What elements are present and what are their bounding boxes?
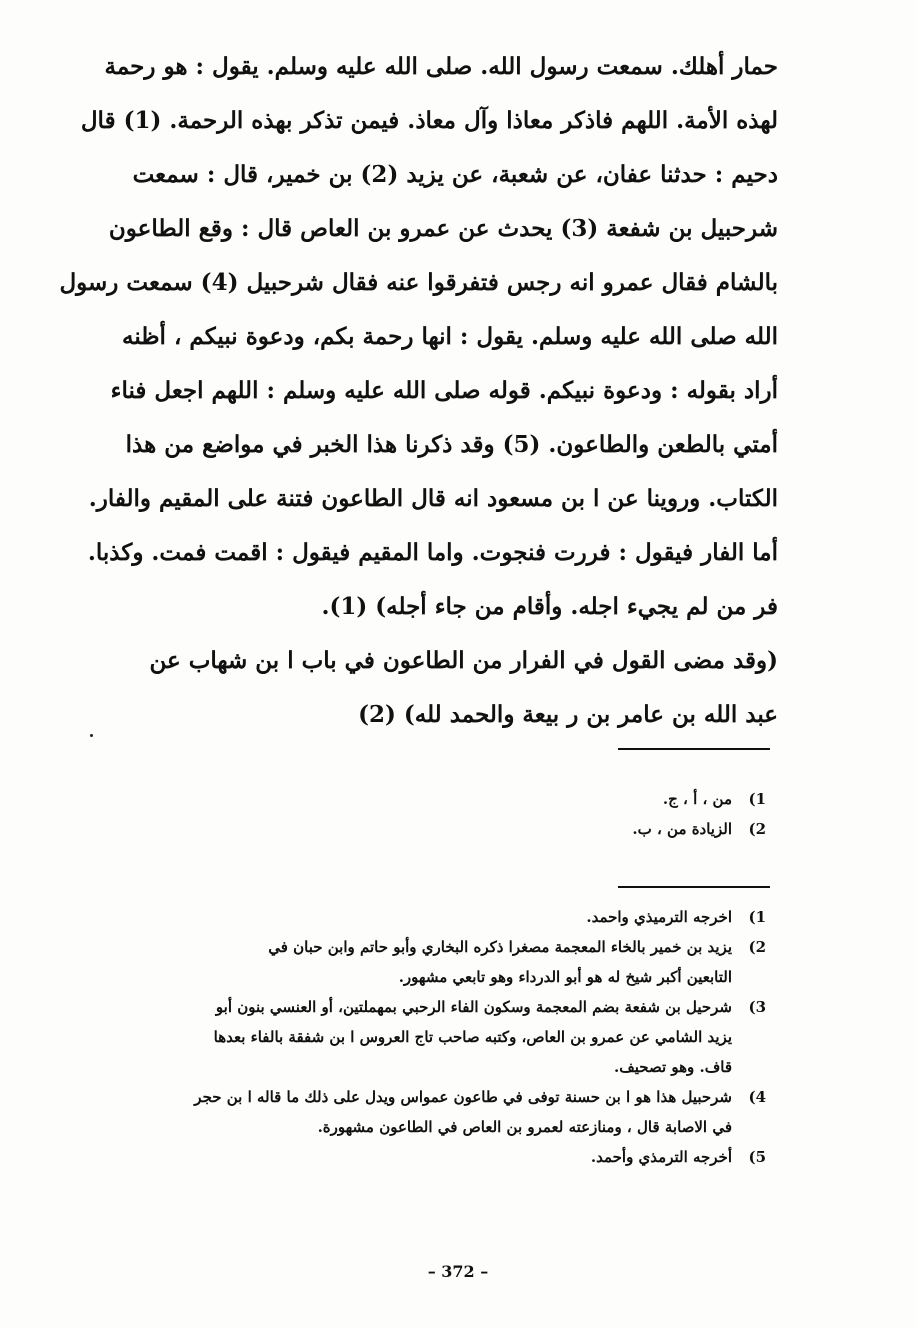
footnote-line: يزيد بن خمير بالخاء المعجمة مصغرا ذكره البخاري وأبو حاتم وابن حبان في xyxy=(268,938,732,956)
text-line: شرحبيل بن شفعة (3) يحدث عن عمرو بن العاص قال : وقع الطاعون xyxy=(108,215,778,242)
footnote-line: شرحبيل هذا هو ا بن حسنة توفى في طاعون عمواس ويدل على ذلك ما قاله ا بن حجر xyxy=(194,1088,732,1106)
footnote-line: يزيد الشامي عن عمرو بن العاص، وكتبه صاحب تاج العروس ا بن شفقة بالفاء بعدها xyxy=(213,1028,732,1046)
text-line: أمتي بالطعن والطاعون. (5) وقد ذكرنا هذا الخبر في مواضع من هذا xyxy=(125,431,778,458)
text-line: (وقد مضى القول في الفرار من الطاعون في باب ا بن شهاب عن xyxy=(149,647,778,674)
page-number: – 372 – xyxy=(427,1262,489,1281)
footnote-line: في الاصابة قال ، ومنازعته لعمرو بن العاص في الطاعون مشهورة. xyxy=(317,1118,732,1136)
footnote-number: 3) xyxy=(748,998,766,1016)
footnote-line: التابعين أكبر شيخ له هو أبو الدرداء وهو تابعي مشهور. xyxy=(398,968,732,986)
footnote xyxy=(116,1142,766,1172)
source-footnotes xyxy=(116,902,766,1172)
footnote-line: شرحيل بن شفعة بضم المعجمة وسكون الفاء الرحبي بمهملتين، أو العنسي بنون أبو xyxy=(215,998,732,1016)
editor-footnotes xyxy=(466,784,766,844)
footnote-line: اخرجه الترميذي واحمد. xyxy=(586,908,732,926)
text-line: عبد الله بن عامر بن ر بيعة والحمد لله) (2) xyxy=(358,701,778,728)
footnote xyxy=(116,992,766,1082)
footnote-divider xyxy=(618,886,770,888)
text-line: أما الفار فيقول : فررت فنجوت. واما المقيم فيقول : اقمت فمت. وكذبا. xyxy=(87,539,778,566)
footnote-text: من ، أ ، ج. xyxy=(662,790,732,808)
text-line: فر من لم يجيء اجله. وأقام من جاء أجله) (1). xyxy=(321,593,778,620)
main-text xyxy=(59,40,778,742)
footnote xyxy=(116,902,766,932)
text-line: لهذه الأمة. اللهم فاذكر معاذا وآل معاذ. فيمن تذكر بهذه الرحمة. (1) قال xyxy=(80,107,778,134)
footnote xyxy=(116,1082,766,1142)
text-line: حمار أهلك. سمعت رسول الله. صلى الله عليه وسلم. يقول : هو رحمة xyxy=(104,53,778,80)
scan-speck xyxy=(90,734,93,737)
text-line: بالشام فقال عمرو انه رجس فتفرقوا عنه فقال شرحبيل (4) سمعت رسول xyxy=(59,269,778,296)
footnote-number: 4) xyxy=(748,1088,766,1106)
footnote-number: 2) xyxy=(748,820,766,838)
footnote-text: الزيادة من ، ب. xyxy=(632,820,732,838)
footnote-divider xyxy=(618,748,770,750)
footnote xyxy=(116,932,766,992)
footnote-number: 2) xyxy=(748,938,766,956)
footnote xyxy=(466,814,766,844)
footnote-number: 5) xyxy=(748,1148,766,1166)
footnote-number: 1) xyxy=(748,908,766,926)
footnote-line: أخرجه الترمذي وأحمد. xyxy=(590,1148,732,1166)
text-line: الله صلى الله عليه وسلم. يقول : انها رحمة بكم، ودعوة نبيكم ، أظنه xyxy=(121,323,778,350)
footnote xyxy=(466,784,766,814)
footnote-line: قاف. وهو تصحيف. xyxy=(613,1058,732,1076)
text-line: دحيم : حدثنا عفان، عن شعبة، عن يزيد (2) بن خمير، قال : سمعت xyxy=(132,161,778,188)
text-line: الكتاب. وروينا عن ا بن مسعود انه قال الطاعون فتنة على المقيم والفار. xyxy=(88,485,778,512)
footnote-number: 1) xyxy=(748,790,766,808)
text-line: أراد بقوله : ودعوة نبيكم. قوله صلى الله عليه وسلم : اللهم اجعل فناء xyxy=(110,377,778,404)
